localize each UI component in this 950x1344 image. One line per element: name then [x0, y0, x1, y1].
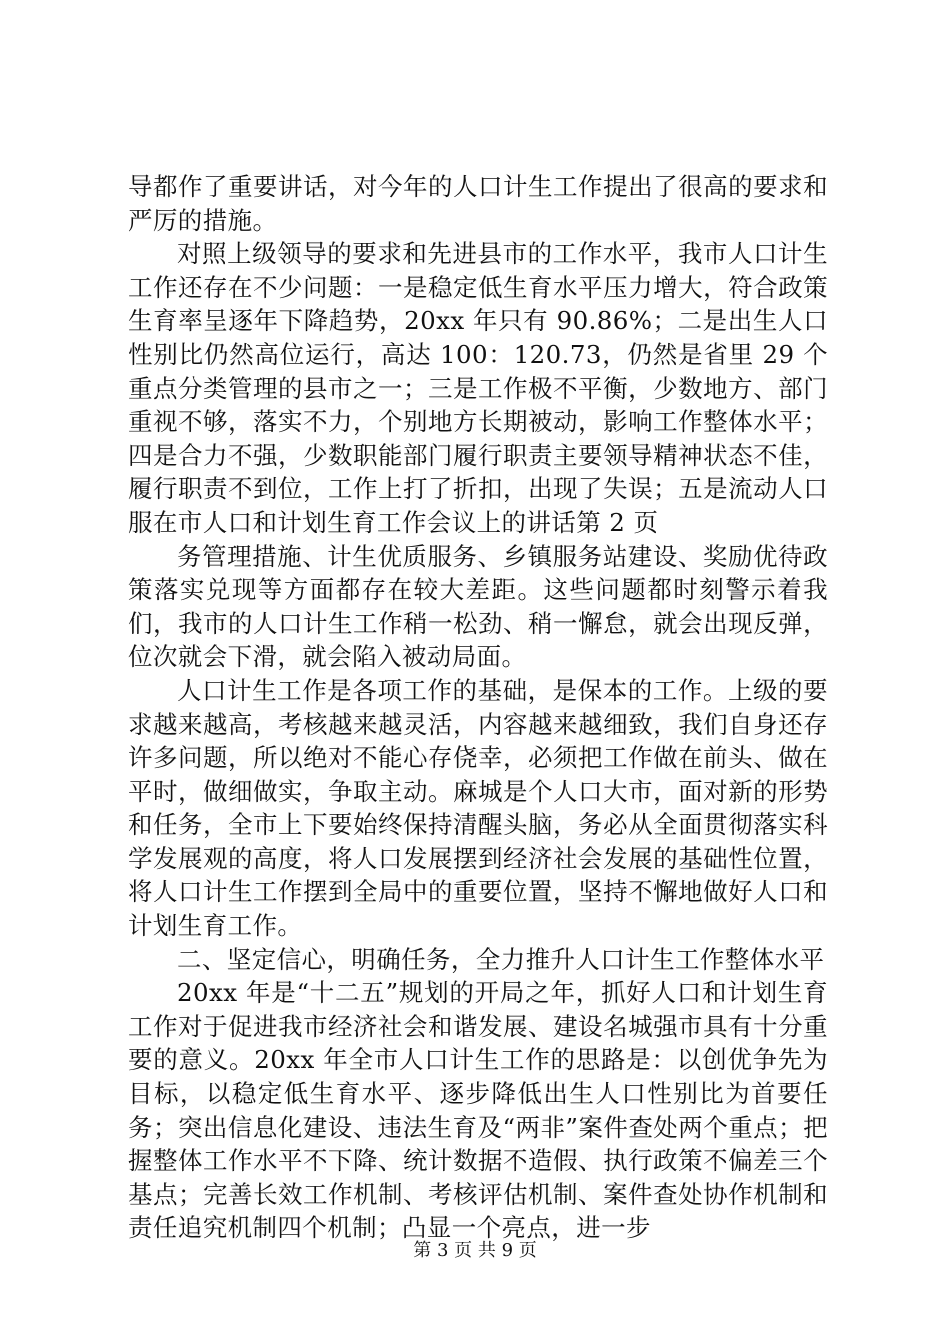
paragraph-3: 务管理措施、计生优质服务、乡镇服务站建设、奖励优待政策落实兑现等方面都存在较大差距。这些问题都时刻警示着我们，我市的人口计生工作稍一松劲、稍一懈怠，就会出现反弹，位次就会下滑，就会陷入被动局面。	[128, 541, 828, 672]
section-heading-2: 二、坚定信心，明确任务，全力推升人口计生工作整体水平	[177, 944, 825, 974]
page-footer: 第 3 页 共 9 页	[413, 1240, 537, 1261]
document-body	[128, 170, 828, 1245]
paragraph-1: 导都作了重要讲话，对今年的人口计生工作提出了很高的要求和严厉的措施。	[128, 172, 828, 235]
paragraph-4: 人口计生工作是各项工作的基础，是保本的工作。上级的要求越来越高，考核越来越灵活，内容越来越细致，我们自身还存许多问题，所以绝对不能心存侥幸，必须把工作做在前头、做在平时，做细做实，争取主动。麻城是个人口大市，面对新的形势和任务，全市上下要始终保持清醒头脑，务必从全面贯彻落实科学发展观的高度，将人口发展摆到经济社会发展的基础性位置，将人口计生工作摆到全局中的重要位置，坚持不懈地做好人口和计划生育工作。	[128, 675, 828, 941]
paragraph-5: 20xx 年是“十二五”规划的开局之年，抓好人口和计划生育工作对于促进我市经济社会和谐发展、建设名城强市具有十分重要的意义。20xx 年全市人口计生工作的思路是：以创优争先为目标，以稳定低生育水平、逐步降低出生人口性别比为首要任务；突出信息化建设、违法生育及“两非”案件查处两个重点；把握整体工作水平不下降、统计数据不造假、执行政策不偏差三个基点；完善长效工作机制、考核评估机制、案件查处协作机制和责任追究机制四个机制；凸显一个亮点，进一步	[128, 978, 828, 1243]
paragraph-2: 对照上级领导的要求和先进县市的工作水平，我市人口计生工作还存在不少问题：一是稳定低生育水平压力增大，符合政策生育率呈逐年下降趋势，20xx 年只有 90.86%；二是出生人口性别比仍然高位运行，高达 100：120.73，仍然是省里 29 个重点分类管理的县市之一；三是工作极不平衡，少数地方、部门重视不够，落实不力，个别地方长期被动，影响工作整体水平；四是合力不强，少数职能部门履行职责主要领导精神状态不佳，履行职责不到位，工作上打了折扣，出现了失误；五是流动人口服在市人口和计划生育工作会议上的讲话第 2 页	[128, 239, 828, 537]
